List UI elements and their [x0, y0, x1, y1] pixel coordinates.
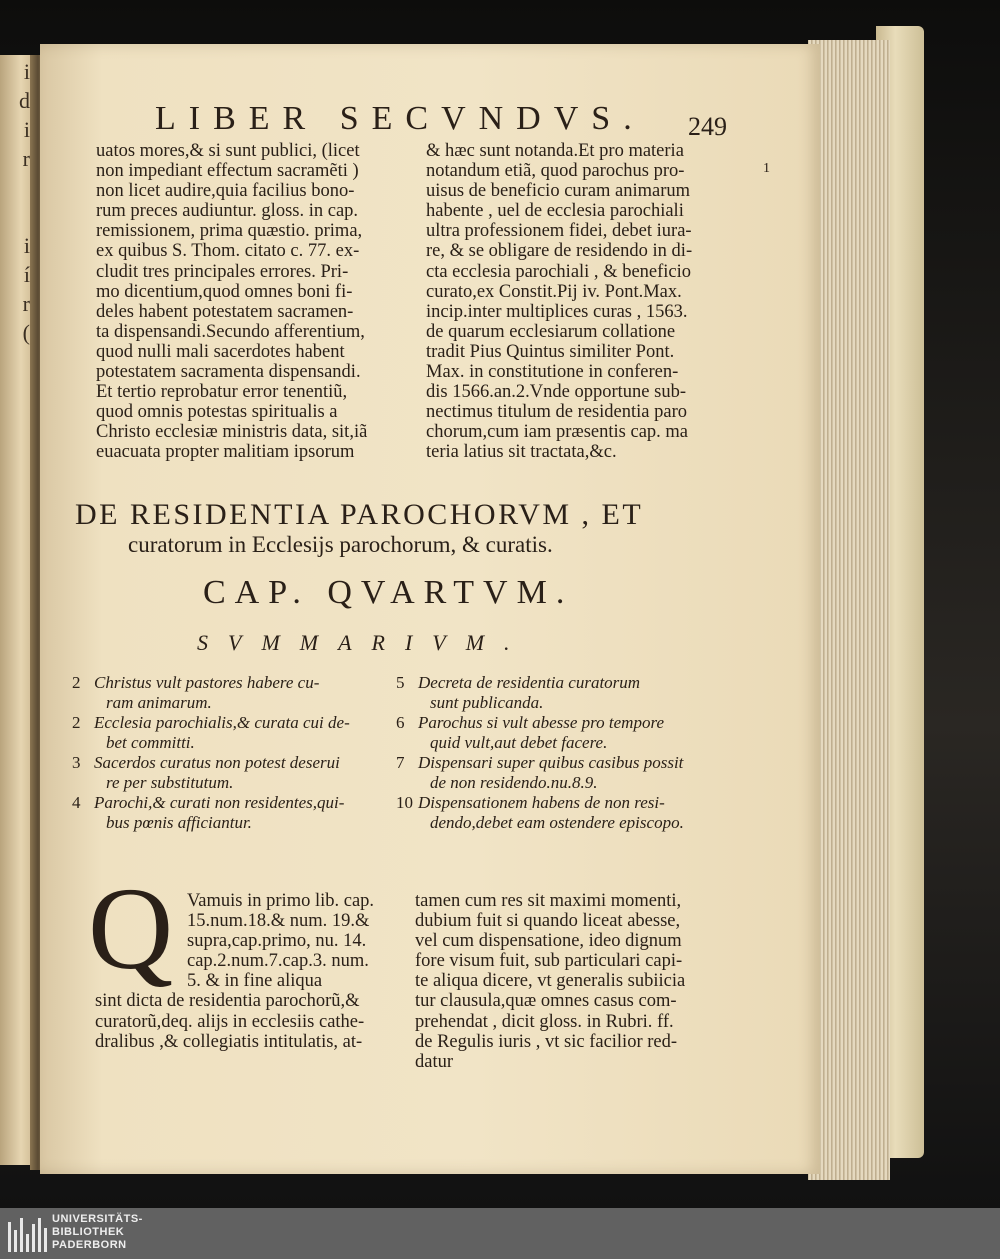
text-line: supra,cap.primo, nu. 14. [187, 931, 367, 952]
fragment [0, 780, 30, 809]
summary-number: 3 [72, 753, 81, 772]
fragment [0, 171, 30, 200]
text-line: 5. & in fine aliqua [187, 971, 323, 992]
summary-item [72, 713, 350, 753]
fragment: i [23, 117, 30, 142]
summary-number: 2 [72, 713, 81, 732]
text-line: uisus de beneficio curam animarum [426, 181, 691, 202]
text-line: mo dicentium,quod omnes boni fi- [96, 281, 353, 302]
text-line: re, & se obligare de residendo in di- [426, 241, 693, 262]
text-line: fore visum fuit, sub particulari capi- [415, 951, 683, 972]
summary-line: Christus vult pastores habere cu- [94, 673, 320, 692]
summary-item [396, 673, 684, 713]
library-name-line: PADERBORN [52, 1239, 127, 1251]
body-right [415, 891, 685, 1072]
text-line: curatorũ,deq. alijs in ecclesiis cathe- [95, 1011, 365, 1032]
chapter-title: DE RESIDENTIA PAROCHORVM , ET [75, 498, 644, 531]
text-line: de Regulis iuris , vt sic facilior red- [415, 1031, 678, 1052]
text-line: sint dicta de residentia parochorũ,& [95, 991, 360, 1012]
fragment [0, 548, 30, 577]
fragment: d [19, 88, 30, 113]
fragment [0, 577, 30, 606]
text-line: ex quibus S. Thom. citato c. 77. ex- [96, 241, 360, 262]
fragment [0, 374, 30, 403]
text-line: ultra professionem fidei, debet iura- [426, 221, 692, 242]
facing-page-fragments [0, 55, 30, 1165]
fragment [0, 809, 30, 838]
text-line: notandum etiã, quod parochus pro- [426, 161, 685, 182]
page-number: 249 [688, 112, 727, 141]
library-logo-icon [8, 1218, 48, 1252]
summary-item [72, 753, 350, 793]
summary-left [72, 673, 350, 833]
summary-line: dendo,debet eam ostendere episcopo. [430, 813, 684, 832]
margin-note: 1 [763, 161, 770, 176]
fragment: í [23, 262, 30, 287]
drop-cap: Q [88, 863, 174, 994]
summary-line: Parochus si vult abesse pro tempore [418, 713, 664, 732]
text-line: Christo ecclesiæ ministris data, sit,iã [96, 422, 368, 443]
fragment: i [23, 59, 30, 84]
fragment [0, 345, 30, 374]
summary-number: 2 [72, 673, 81, 692]
text-line: non licet audire,quia facilius bono- [96, 181, 355, 202]
library-name [52, 1213, 143, 1252]
summary-line: Dispensari super quibus casibus possit [418, 753, 684, 772]
text-line: uatos mores,& si sunt publici, (licet [96, 141, 360, 161]
summary-line: bet committi. [106, 733, 195, 752]
summarium-heading: SVMMARIVM. [197, 630, 530, 655]
text-line: prehendat , dicit gloss. in Rubri. ff. [415, 1011, 674, 1032]
text-line: habente , uel de ecclesia parochiali [426, 201, 684, 222]
text-line: cludit tres principales errores. Pri- [96, 261, 349, 282]
fragment [0, 896, 30, 925]
summary-line: Decreta de residentia curatorum [418, 673, 641, 692]
summary-line: Sacerdos curatus non potest deserui [94, 753, 340, 772]
page-block-edges [808, 40, 890, 1180]
text-line: rum preces audiuntur. gloss. in cap. [96, 201, 359, 222]
summary-item [396, 713, 684, 753]
text-line: datur [415, 1051, 454, 1072]
text-line: incip.inter multiplices curas , 1563. [426, 301, 688, 322]
chapter-subtitle: curatorum in Ecclesijs parochorum, & curatis. [128, 532, 553, 557]
column-left [96, 141, 367, 463]
summary-line: Dispensationem habens de non resi- [418, 793, 665, 812]
fragment [0, 490, 30, 519]
summary-number: 4 [72, 793, 81, 812]
fragment [0, 606, 30, 635]
fragment [0, 519, 30, 548]
text-line: quod omnis potestas spiritualis a [96, 402, 338, 423]
text-line: dralibus ,& collegiatis intitulatis, at- [95, 1031, 363, 1052]
text-line: & hæc sunt notanda.Et pro materia [426, 141, 684, 161]
text-line: tur clausula,quæ omnes casus com- [415, 991, 677, 1012]
fragment [0, 751, 30, 780]
text-line: nectimus titulum de residentia paro [426, 402, 687, 423]
library-name-line: UNIVERSITÄTS- [52, 1213, 143, 1225]
text-line: remissionem, prima quæstio. prima, [96, 221, 363, 242]
summary-number: 7 [396, 753, 405, 772]
fragment: r [22, 291, 30, 316]
text-line: deles habent potestatem sacramen- [96, 301, 354, 322]
fragment [0, 722, 30, 751]
summary-number: 5 [396, 673, 405, 692]
text-line: curato,ex Constit.Pij iv. Pont.Max. [426, 281, 682, 302]
column-right [426, 141, 692, 463]
summary-number: 10 [396, 793, 413, 812]
text-line: te aliqua dicere, vt generalis subiicia [415, 971, 686, 992]
fragment [0, 838, 30, 867]
text-line: 15.num.18.& num. 19.& [187, 911, 370, 932]
library-footer-bar [0, 1208, 1000, 1259]
text-line: ta dispensandi.Secundo afferentium, [96, 321, 365, 342]
text-line: quod nulli mali sacerdotes habent [96, 341, 345, 362]
text-line: Et tertio reprobatur error tenentiũ, [96, 382, 348, 403]
text-line: de quarum ecclesiarum collatione [426, 321, 676, 342]
fragment [0, 635, 30, 664]
running-head: LIBER SECVNDVS. [155, 100, 645, 137]
text-line: tamen cum res sit maximi momenti, [415, 891, 682, 911]
fragment [0, 664, 30, 693]
summary-line: ram animarum. [106, 693, 212, 712]
text-line: dubium fuit si quando liceat abesse, [415, 911, 681, 932]
text-line: vel cum dispensatione, ideo dignum [415, 931, 682, 952]
text-line: cap.2.num.7.cap.3. num. [187, 951, 369, 972]
summary-item [396, 793, 684, 833]
summary-right [396, 673, 684, 833]
text-line: Vamuis in primo lib. cap. [187, 891, 375, 911]
fragment [0, 461, 30, 490]
fragment: ( [22, 320, 30, 345]
fragment [0, 867, 30, 896]
fragment [0, 403, 30, 432]
text-line: potestatem sacramenta dispensandi. [96, 362, 361, 383]
fragment: i [23, 233, 30, 258]
summary-line: sunt publicanda. [430, 693, 544, 712]
fragment [0, 693, 30, 722]
summary-item [72, 793, 350, 833]
summary-number: 6 [396, 713, 405, 732]
summary-line: quid vult,aut debet facere. [430, 733, 608, 752]
text-line: non impediant effectum sacramẽti ) [96, 161, 359, 182]
text-line: teria latius sit tractata,&c. [426, 442, 617, 463]
text-line: tradit Pius Quintus similiter Pont. [426, 341, 675, 362]
summary-line: de non residendo.nu.8.9. [430, 773, 598, 792]
summary-item [396, 753, 684, 793]
summary-line: Parochi,& curati non residentes,qui- [94, 793, 345, 812]
text-line: cta ecclesia parochiali , & beneficio [426, 261, 692, 282]
summary-item [72, 673, 350, 713]
library-name-line: BIBLIOTHEK [52, 1226, 125, 1238]
fragment: r [22, 146, 30, 171]
summary-line: Ecclesia parochialis,& curata cui de- [94, 713, 350, 732]
fragment [0, 200, 30, 229]
text-line: Max. in constitutione in conferen- [426, 362, 679, 383]
fragment [0, 432, 30, 461]
summary-line: re per substitutum. [106, 773, 234, 792]
body-left [95, 891, 374, 1052]
text-line: chorum,cum iam præsentis cap. ma [426, 422, 689, 443]
summary-line: bus pœnis afficiantur. [106, 813, 252, 832]
cap-heading: CAP. QVARTVM. [203, 574, 574, 611]
text-line: dis 1566.an.2.Vnde opportune sub- [426, 382, 686, 403]
text-line: euacuata propter malitiam ipsorum [96, 442, 355, 463]
